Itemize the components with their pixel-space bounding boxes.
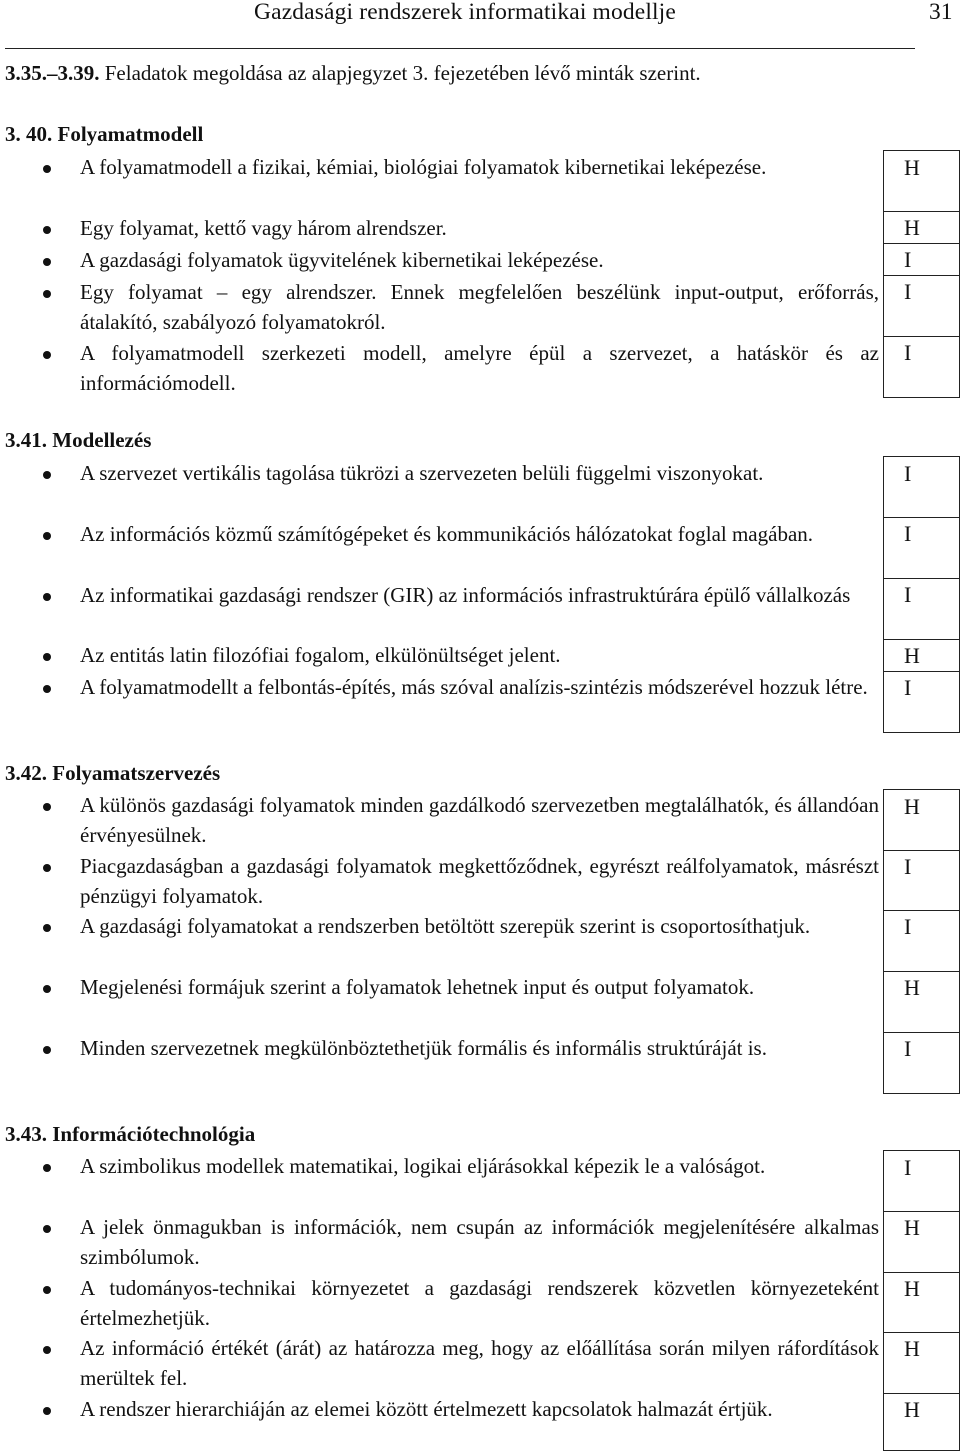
- statement-text: A rendszer hierarchiáján az elemei között értelmezett kapcsolatok halmazát értjük.: [80, 1397, 773, 1421]
- answer-mark: I: [904, 279, 912, 304]
- statement-text: A szervezet vertikális tagolása tükrözi a szervezeten belüli függelmi viszonyokat.: [80, 461, 764, 485]
- answer-mark: H: [904, 975, 920, 1000]
- header-rule: [5, 48, 915, 49]
- bullet-icon: [43, 1286, 51, 1294]
- statement-text: A gazdasági folyamatok ügyvitelének kibernetikai leképezése.: [80, 248, 604, 272]
- answer-box: [883, 456, 960, 518]
- bullet-icon: [43, 226, 51, 234]
- intro-line: [5, 61, 701, 86]
- bullet-icon: [43, 803, 51, 811]
- answer-box: [883, 671, 960, 733]
- answer-box: [883, 336, 960, 398]
- answer-mark: I: [904, 1036, 912, 1061]
- statement-text: Piacgazdaságban a gazdasági folyamatok megkettőződnek, egyrészt reálfolyamatok, másrészt pénzügyi folyamatok.: [80, 854, 879, 908]
- answer-mark: I: [904, 914, 912, 939]
- bullet-icon: [43, 593, 51, 601]
- answer-mark: I: [904, 247, 912, 272]
- answer-mark: H: [904, 1397, 920, 1422]
- answer-box: [883, 517, 960, 579]
- header-title: Gazdasági rendszerek informatikai modellje: [254, 0, 676, 25]
- answer-mark: I: [904, 582, 912, 607]
- answer-mark: I: [904, 340, 912, 365]
- answer-mark: H: [904, 1336, 920, 1361]
- bullet-icon: [43, 290, 51, 298]
- bullet-icon: [43, 924, 51, 932]
- bullet-icon: [43, 653, 51, 661]
- statement-text: A folyamatmodell szerkezeti modell, amelyre épül a szervezet, a hatáskör és az információmodell.: [80, 341, 879, 395]
- bullet-icon: [43, 1046, 51, 1054]
- bullet-icon: [43, 258, 51, 266]
- answer-box: [883, 789, 960, 851]
- answer-box: [883, 275, 960, 337]
- bullet-icon: [43, 471, 51, 479]
- answer-box: [883, 971, 960, 1033]
- answer-box: [883, 1150, 960, 1212]
- statement-text: Az informatikai gazdasági rendszer (GIR) az információs infrastruktúrára épülő vállalkozás: [80, 583, 851, 607]
- statement-text: A jelek önmagukban is információk, nem csupán az információk megjelenítésére alkalmas szimbólumok.: [80, 1215, 879, 1269]
- statement-text: Egy folyamat, kettő vagy három alrendszer.: [80, 216, 447, 240]
- statement-text: Az információs közmű számítógépeket és kommunikációs hálózatokat foglal magában.: [80, 522, 814, 546]
- answer-box: [883, 850, 960, 911]
- bullet-icon: [43, 165, 51, 173]
- statement-text: A gazdasági folyamatokat a rendszerben betöltött szerepük szerint is csoportosíthatjuk.: [80, 914, 811, 938]
- answer-mark: I: [904, 461, 912, 486]
- answer-box: [883, 1393, 960, 1451]
- answer-mark: I: [904, 521, 912, 546]
- section-heading: 3.42. Folyamatszervezés: [5, 761, 221, 785]
- answer-box: [883, 1211, 960, 1273]
- answer-mark: H: [904, 1215, 920, 1240]
- bullet-icon: [43, 985, 51, 993]
- answer-box: [883, 243, 960, 276]
- answer-mark: I: [904, 854, 912, 879]
- bullet-icon: [43, 864, 51, 872]
- statement-text: Egy folyamat – egy alrendszer. Ennek megfelelően beszélünk input-output, erőforrás, átalakító, szabályozó folyamatokról.: [80, 280, 879, 334]
- bullet-icon: [43, 1225, 51, 1233]
- answer-mark: H: [904, 215, 920, 240]
- running-header: [0, 0, 960, 40]
- bullet-icon: [43, 532, 51, 540]
- statement-text: Minden szervezetnek megkülönböztethetjük formális és informális struktúráját is.: [80, 1036, 767, 1060]
- statement-text: A tudományos-technikai környezetet a gazdasági rendszerek közvetlen környezeteként értelmezhetjük.: [80, 1276, 879, 1330]
- section-heading: 3. 40. Folyamatmodell: [5, 122, 204, 146]
- statement-text: Az entitás latin filozófiai fogalom, elkülönültséget jelent.: [80, 643, 561, 667]
- answer-mark: H: [904, 1276, 920, 1301]
- answer-box: [883, 578, 960, 640]
- answer-box: [883, 1272, 960, 1333]
- statement-text: A szimbolikus modellek matematikai, logikai eljárásokkal képezik le a valóságot.: [80, 1154, 766, 1178]
- answer-box: [883, 211, 960, 244]
- section-heading: 3.41. Modellezés: [5, 428, 152, 452]
- statement-text: A folyamatmodellt a felbontás-építés, más szóval analízis-szintézis módszerével hozzuk létre.: [80, 675, 868, 699]
- statement-text: Megjelenési formájuk szerint a folyamatok lehetnek input és output folyamatok.: [80, 975, 755, 999]
- answer-mark: I: [904, 675, 912, 700]
- answer-mark: H: [904, 643, 920, 668]
- bullet-icon: [43, 351, 51, 359]
- statement-text: A folyamatmodell a fizikai, kémiai, biológiai folyamatok kibernetikai leképezése.: [80, 155, 767, 179]
- answer-box: [883, 1032, 960, 1094]
- statement-text: Az információ értékét (árát) az határozza meg, hogy az előállítása során milyen ráfordítások merültek fel.: [80, 1336, 879, 1390]
- answer-mark: H: [904, 794, 920, 819]
- answer-box: [883, 639, 960, 672]
- answer-box: [883, 150, 960, 212]
- page-number: 31: [929, 0, 953, 25]
- answer-mark: H: [904, 155, 920, 180]
- section-heading: 3.43. Információtechnológia: [5, 1122, 256, 1146]
- statement-text: A különös gazdasági folyamatok minden gazdálkodó szervezetben megtalálhatók, és állandóan érvényesülnek.: [80, 793, 879, 847]
- answer-mark: I: [904, 1155, 912, 1180]
- bullet-icon: [43, 1164, 51, 1172]
- bullet-icon: [43, 1407, 51, 1415]
- answer-box: [883, 910, 960, 972]
- answer-box: [883, 1332, 960, 1394]
- intro-label: 3.35.–3.39.: [5, 61, 100, 85]
- bullet-icon: [43, 685, 51, 693]
- bullet-icon: [43, 1346, 51, 1354]
- intro-text: Feladatok megoldása az alapjegyzet 3. fejezetében lévő minták szerint.: [99, 61, 701, 85]
